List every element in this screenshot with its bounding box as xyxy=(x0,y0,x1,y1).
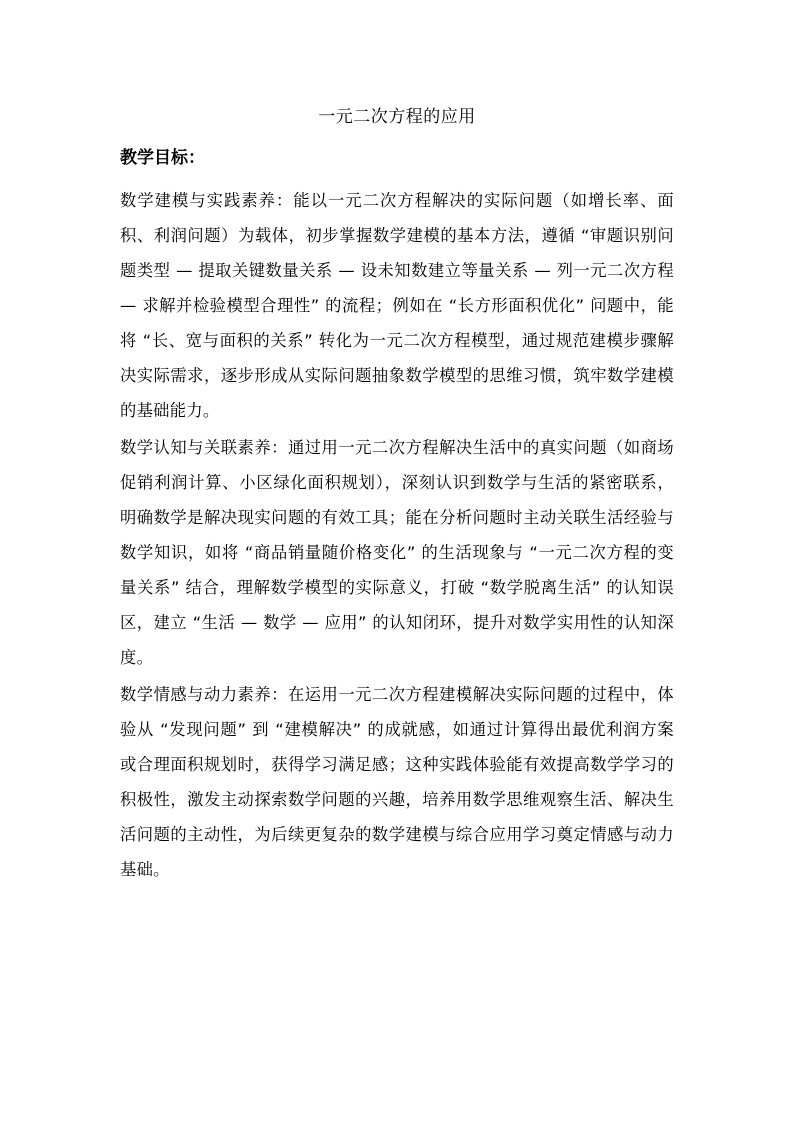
paragraph-emotion-literacy: 数学情感与动力素养：在运用一元二次方程建模解决实际问题的过程中，体验从 “发现问题” 到 “建模解决” 的成就感，如通过计算得出最优利润方案或合理面积规划时，获得学习满足感；这种实践体验能有效提高数学学习的积极性，激发主动探索数学问题的兴趣，培养用数学思维观察生活、解决生活问题的主动性，为后续更复杂的数学建模与综合应用学习奠定情感与动力基础。 xyxy=(120,685,674,879)
section-heading: 教学目标： xyxy=(120,148,205,168)
paragraph-cognition-literacy: 数学认知与关联素养：通过用一元二次方程解决生活中的真实问题（如商场促销利润计算、小区绿化面积规划），深刻认识到数学与生活的紧密联系，明确数学是解决现实问题的有效工具；能在分析问题时主动关联生活经验与数学知识，如将 “商品销量随价格变化” 的生活现象与 “一元二次方程的变量关系” 结合，理解数学模型的实际意义，打破 “数学脱离生活” 的认知误区，建立 “生活 — 数学 — 应用” 的认知闭环，提升对数学实用性的认知深度。 xyxy=(120,438,674,667)
paragraph-modeling-literacy: 数学建模与实践素养：能以一元二次方程解决的实际问题（如增长率、面积、利润问题）为载体，初步掌握数学建模的基本方法，遵循 “审题识别问题类型 — 提取关键数量关系 — 设未知数建立等量关系 — 列一元二次方程 — 求解并检验模型合理性” 的流程；例如在 “长方形面积优化” 问题中，能将 “长、宽与面积的关系” 转化为一元二次方程模型，通过规范建模步骤解决实际需求，逐步形成从实际问题抽象数学模型的思维习惯，筑牢数学建模的基础能力。 xyxy=(120,191,674,420)
document-page xyxy=(120,100,674,887)
document-title: 一元二次方程的应用 xyxy=(318,107,476,127)
